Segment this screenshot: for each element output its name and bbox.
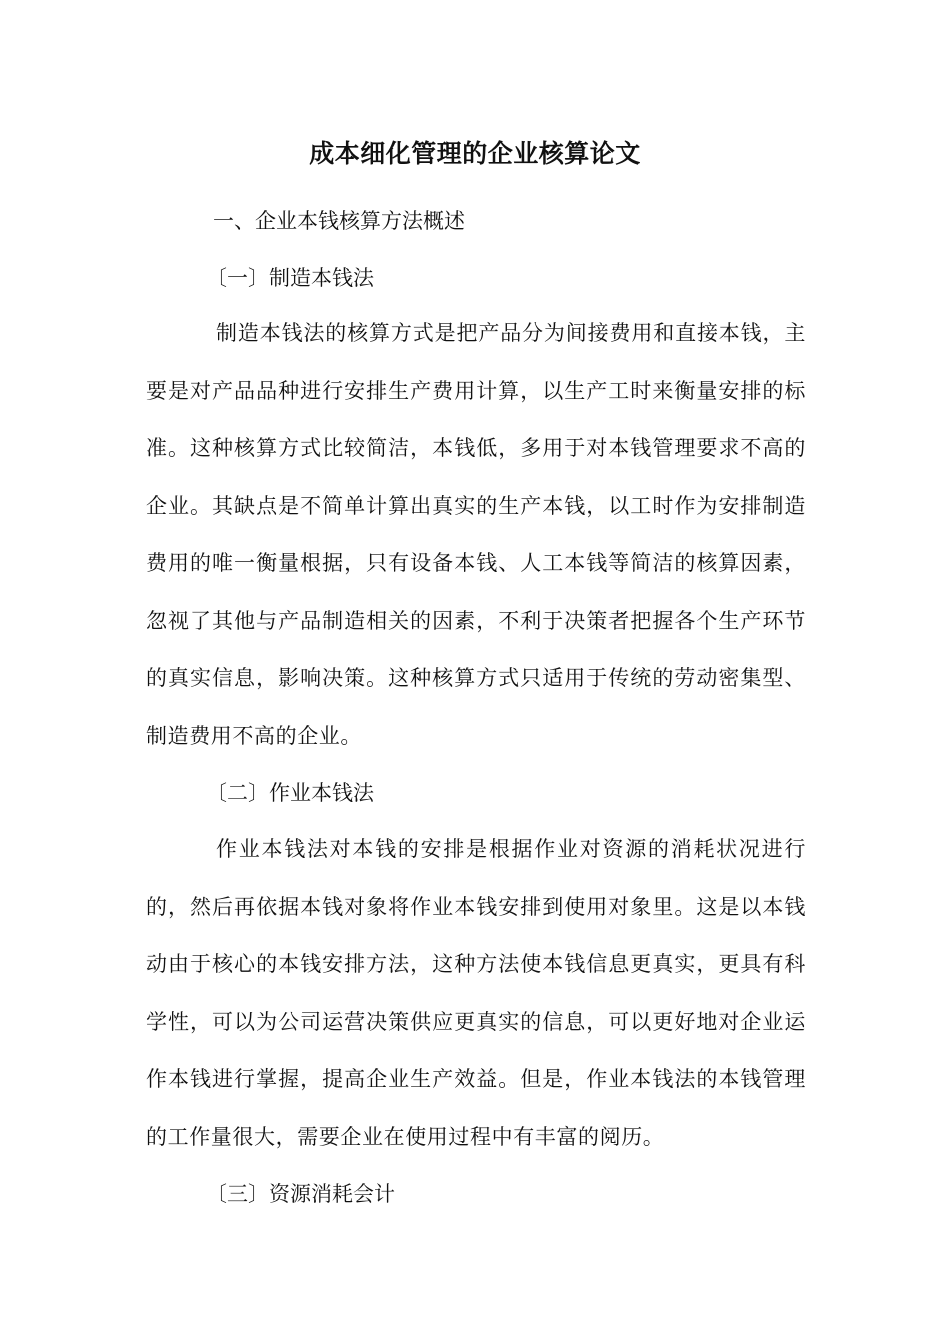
paragraph-activity-cost: 作业本钱法对本钱的安排是根据作业对资源的消耗状况进行的，然后再依据本钱对象将作业本钱安排到使用对象里。这是以本钱动由于核心的本钱安排方法，这种方法使本钱信息更真实，更具有科学性，可以为公司运营决策供应更真实的信息，可以更好地对企业运作本钱进行掌握，提高企业生产效益。但是，作业本钱法的本钱管理的工作量很大，需要企业在使用过程中有丰富的阅历。: [146, 837, 806, 1149]
section-heading-1: 一、企业本钱核算方法概述: [213, 209, 465, 233]
subsection-heading-1: 〔一〕制造本钱法: [206, 266, 374, 290]
paragraph-manufacturing-cost: 制造本钱法的核算方式是把产品分为间接费用和直接本钱，主要是对产品品种进行安排生产费用计算，以生产工时来衡量安排的标准。这种核算方式比较简洁，本钱低，多用于对本钱管理要求不高的企业。其缺点是不简单计算出真实的生产本钱，以工时作为安排制造费用的唯一衡量根据，只有设备本钱、人工本钱等简洁的核算因素，忽视了其他与产品制造相关的因素，不利于决策者把握各个生产环节的真实信息，影响决策。这种核算方式只适用于传统的劳动密集型、制造费用不高的企业。: [146, 321, 806, 748]
document-title: 成本细化管理的企业核算论文: [309, 139, 641, 168]
subsection-heading-3: 〔三〕资源消耗会计: [206, 1182, 395, 1206]
subsection-heading-2: 〔二〕作业本钱法: [206, 781, 374, 805]
